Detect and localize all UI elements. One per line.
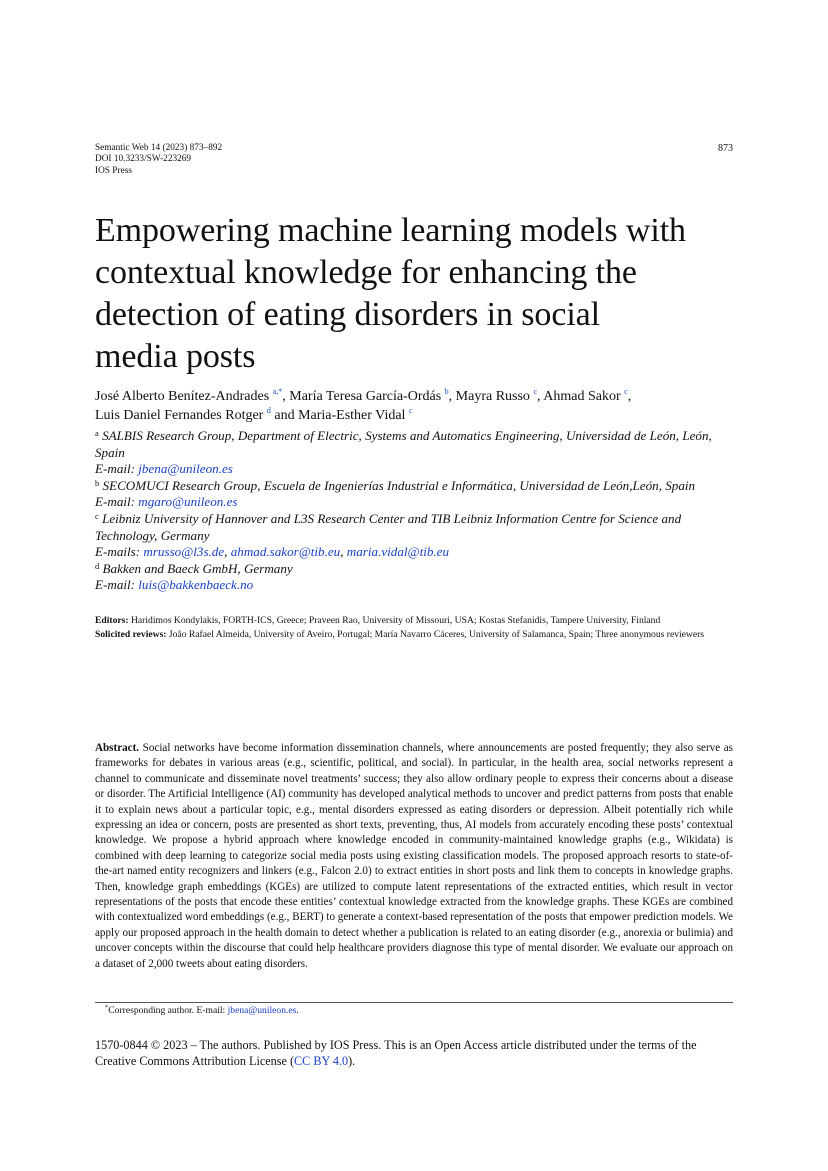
abstract: [95, 741, 733, 972]
email-link[interactable]: mrusso@l3s.de: [143, 544, 225, 560]
author-name: María Teresa García-Ordás: [289, 389, 442, 404]
email-link[interactable]: jbena@unileon.es: [227, 1005, 297, 1016]
author-name: Maria-Esther Vidal: [298, 408, 406, 423]
email-link[interactable]: maria.vidal@tib.eu: [346, 544, 450, 560]
license-notice: 1570-0844 © 2023 – The authors. Published by IOS Press. This is an Open Access article distributed under the terms of the Creative Commons Attribution License (CC BY 4.0).: [95, 1038, 697, 1068]
abstract-text: Social networks have become information dissemination channels, where announcements are posted frequently; they also serve as frameworks for debates in various areas (e.g., scientific, political, and social). In particular, in the health area, social networks represent a channel to communicate and disseminate novel treatments’ success; they also allow ordinary people to express their concerns about a disease or disorder. The Artificial Intelligence (AI) community has developed analytical methods to uncover and predict patterns from posts that enable it to explain news about a particular topic, e.g., mental disorders expressed as eating disorders or depression. Albeit potentially rich while expressing an idea or concern, posts are presented as short texts, preventing, thus, AI models from accurately encoding these posts’ contextual knowledge. We propose a hybrid approach where knowledge encoded in community-maintained knowledge graphs (e.g., Wikidata) is combined with deep learning to categorize social media posts using existing classification models. The proposed approach resorts to state-of-the-art named entity recognizers and linkers (e.g., Falcon 2.0) to extract entities in short posts and link them to concepts in knowledge graphs. Then, knowledge graph embeddings (KGEs) are utilized to compute latent representations of the extracted entities, which result in vector representations of the posts that encode these entities’ contextual knowledge extracted from the knowledge graphs. These KGEs are combined with contextualized word embeddings (e.g., BERT) to generate a context-based representation of the posts that empower prediction models. We apply our proposed approach in the health domain to detect whether a publication is related to an eating disorder (e.g., anorexia or bulimia) and uncover concepts within the discourse that could help healthcare providers diagnose this type of mental disorder. We evaluate our approach on a dataset of 2,000 tweets about eating disorders.: [95, 742, 733, 970]
email-link[interactable]: jbena@unileon.es: [138, 461, 233, 477]
reviewers-line: Solicited reviews: João Rafael Almeida, University of Aveiro, Portugal; María Navarro Cáceres, University of Salamanca, Spain; Three anonymous reviewers: [95, 629, 705, 640]
email-link[interactable]: mgaro@unileon.es: [138, 494, 238, 510]
affiliation-list: [95, 428, 735, 594]
author-affiliation-mark[interactable]: b: [444, 387, 449, 396]
author-name: Ahmad Sakor: [543, 389, 621, 404]
doi: DOI 10.3233/SW-223269: [95, 154, 192, 165]
author-name: Luis Daniel Fernandes Rotger: [95, 408, 264, 423]
author-affiliation-mark[interactable]: c: [408, 406, 413, 415]
author-list: José Alberto Benítez-Andrades $^{a,*}$, María Teresa García-Ordás $^b$, Mayra Russo $^c$, Ahmad Sakor $^c$, Luis Daniel Fernandes Rotger $^d$ and Maria-Esther Vidal $^c$: [95, 387, 632, 423]
email-link[interactable]: luis@bakkenbaeck.no: [138, 577, 254, 593]
affiliation-a: $^a$ SALBIS Research Group, Department of Electric, Systems and Automatics Engineering, Universidad de León, León, Spain E-mail: jbena@unileon.es: [95, 428, 712, 477]
publisher: IOS Press: [95, 165, 132, 176]
title-line: detection of eating disorders in social: [95, 296, 601, 333]
editors-line: Editors: Haridimos Kondylakis, FORTH-ICS, Greece; Praveen Rao, University of Missouri, USA; Kostas Stefanidis, Tampere University, Finland: [95, 615, 661, 626]
editors-block: [95, 614, 735, 642]
title-line: Empowering machine learning models with: [95, 212, 686, 249]
author-name: José Alberto Benítez-Andrades: [95, 389, 270, 404]
affiliation-c: $^c$ Leibniz University of Hannover and L3S Research Center and TIB Leibniz Information Centre for Science and Technology, Germany E-mails: mrusso@l3s.de, ahmad.sakor@tib.eu, maria.vidal@tib.eu: [95, 510, 682, 560]
author-affiliation-mark[interactable]: c: [624, 387, 628, 396]
license-link[interactable]: CC BY 4.0: [294, 1053, 349, 1068]
affiliation-b: $^b$ SECOMUCI Research Group, Escuela de Ingenierías Industrial e Informática, Universidad de León,León, Spain E-mail: mgaro@unileon.es: [95, 477, 696, 510]
author-affiliation-mark[interactable]: a,*: [272, 387, 283, 396]
author-affiliation-mark[interactable]: c: [533, 387, 537, 396]
title-line: media posts: [95, 338, 256, 375]
author-name: Mayra Russo: [455, 389, 530, 404]
email-link[interactable]: ahmad.sakor@tib.eu: [230, 544, 341, 560]
paper-title: [95, 210, 733, 378]
corresponding-author-footnote: *Corresponding author. E-mail: jbena@unileon.es.: [105, 1004, 299, 1016]
page-number: 873: [718, 143, 733, 154]
affiliation-d: $^d$ Bakken and Baeck GmbH, Germany E-mail: luis@bakkenbaeck.no: [95, 560, 293, 593]
footnote-divider: [95, 1002, 733, 1003]
abstract-label: Abstract.: [95, 742, 140, 754]
title-line: contextual knowledge for enhancing the: [95, 254, 637, 291]
author-affiliation-mark[interactable]: d: [266, 406, 271, 415]
journal-citation: Semantic Web 14 (2023) 873–892: [95, 143, 223, 153]
running-header: [95, 143, 733, 177]
